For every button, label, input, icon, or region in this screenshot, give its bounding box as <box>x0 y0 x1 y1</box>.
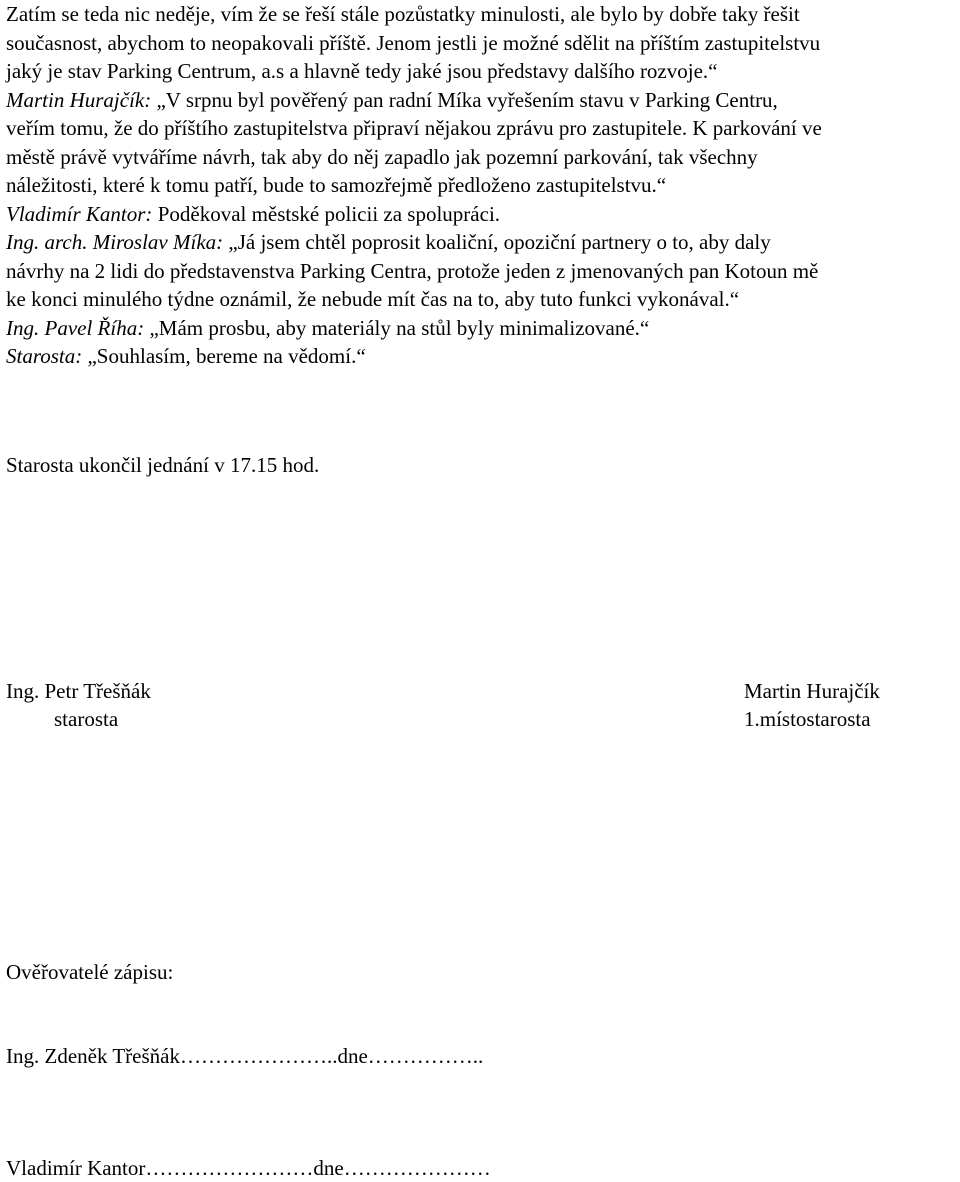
statement-text: „V srpnu byl pověřený pan radní Míka vyřešením stavu v Parking Centru, <box>151 87 778 112</box>
speaker-name: Ing. Pavel Říha: <box>6 315 145 340</box>
statement-line <box>6 228 956 257</box>
statement-line: veřím tomu, že do příštího zastupitelstva připraví nějakou zprávu pro zastupitele. K parkování ve <box>6 116 822 140</box>
statement-line: návrhy na 2 lidi do představenstva Parking Centra, protože jeden z jmenovaných pan Kotoun mě <box>6 258 819 283</box>
paragraph-line: současnost, abychom to neopakovali příště. Jenom jestli je možné sdělit na příštím zastupitelstvu <box>6 30 821 55</box>
statement-line <box>6 342 956 371</box>
statement-text: „Já jsem chtěl poprosit koaliční, opoziční partnery o to, aby daly <box>223 230 771 254</box>
statement-line <box>6 200 956 229</box>
closing-statement: Starosta ukončil jednání v 17.15 hod. <box>6 453 320 477</box>
statement-line <box>6 314 956 343</box>
statement-text: Poděkoval městské policii za spolupráci. <box>152 201 501 226</box>
signature-name-right: Martin Hurajčík <box>744 679 880 703</box>
signature-name-left: Ing. Petr Třešňák <box>6 679 151 703</box>
verifier-line: Ing. Zdeněk Třešňák…………………..dne…………….. <box>6 1044 484 1068</box>
minutes-text <box>6 0 956 371</box>
paragraph-line: jaký je stav Parking Centrum, a.s a hlavně tedy jaké jsou představy dalšího rozvoje.“ <box>6 59 718 83</box>
statement-line <box>6 86 956 115</box>
signature-role-right: 1.místostarosta <box>744 707 871 731</box>
verifier-line: Vladimír Kantor……………………dne………………… <box>6 1156 491 1180</box>
verifiers-heading: Ověřovatelé zápisu: <box>6 960 174 984</box>
statement-line: ke konci minulého týdne oznámil, že nebude mít čas na to, aby tuto funkci vykonával.“ <box>6 287 740 311</box>
signature-role-left: starosta <box>54 707 119 731</box>
statement-line: městě právě vytváříme návrh, tak aby do něj zapadlo jak pozemní parkování, tak všechny <box>6 144 758 169</box>
speaker-name: Vladimír Kantor: <box>6 201 153 226</box>
statement-text: „Mám prosbu, aby materiály na stůl byly minimalizované.“ <box>144 315 650 340</box>
statement-text: „Souhlasím, bereme na vědomí.“ <box>82 344 366 368</box>
paragraph-line: Zatím se teda nic neděje, vím že se řeší stále pozůstatky minulosti, ale bylo by dobře taky řešit <box>6 2 800 26</box>
speaker-name: Ing. arch. Miroslav Míka: <box>6 230 224 254</box>
statement-line: náležitosti, které k tomu patří, bude to samozřejmě předloženo zastupitelstvu.“ <box>6 173 667 197</box>
speaker-name: Martin Hurajčík: <box>6 87 152 112</box>
speaker-name: Starosta: <box>6 344 83 368</box>
